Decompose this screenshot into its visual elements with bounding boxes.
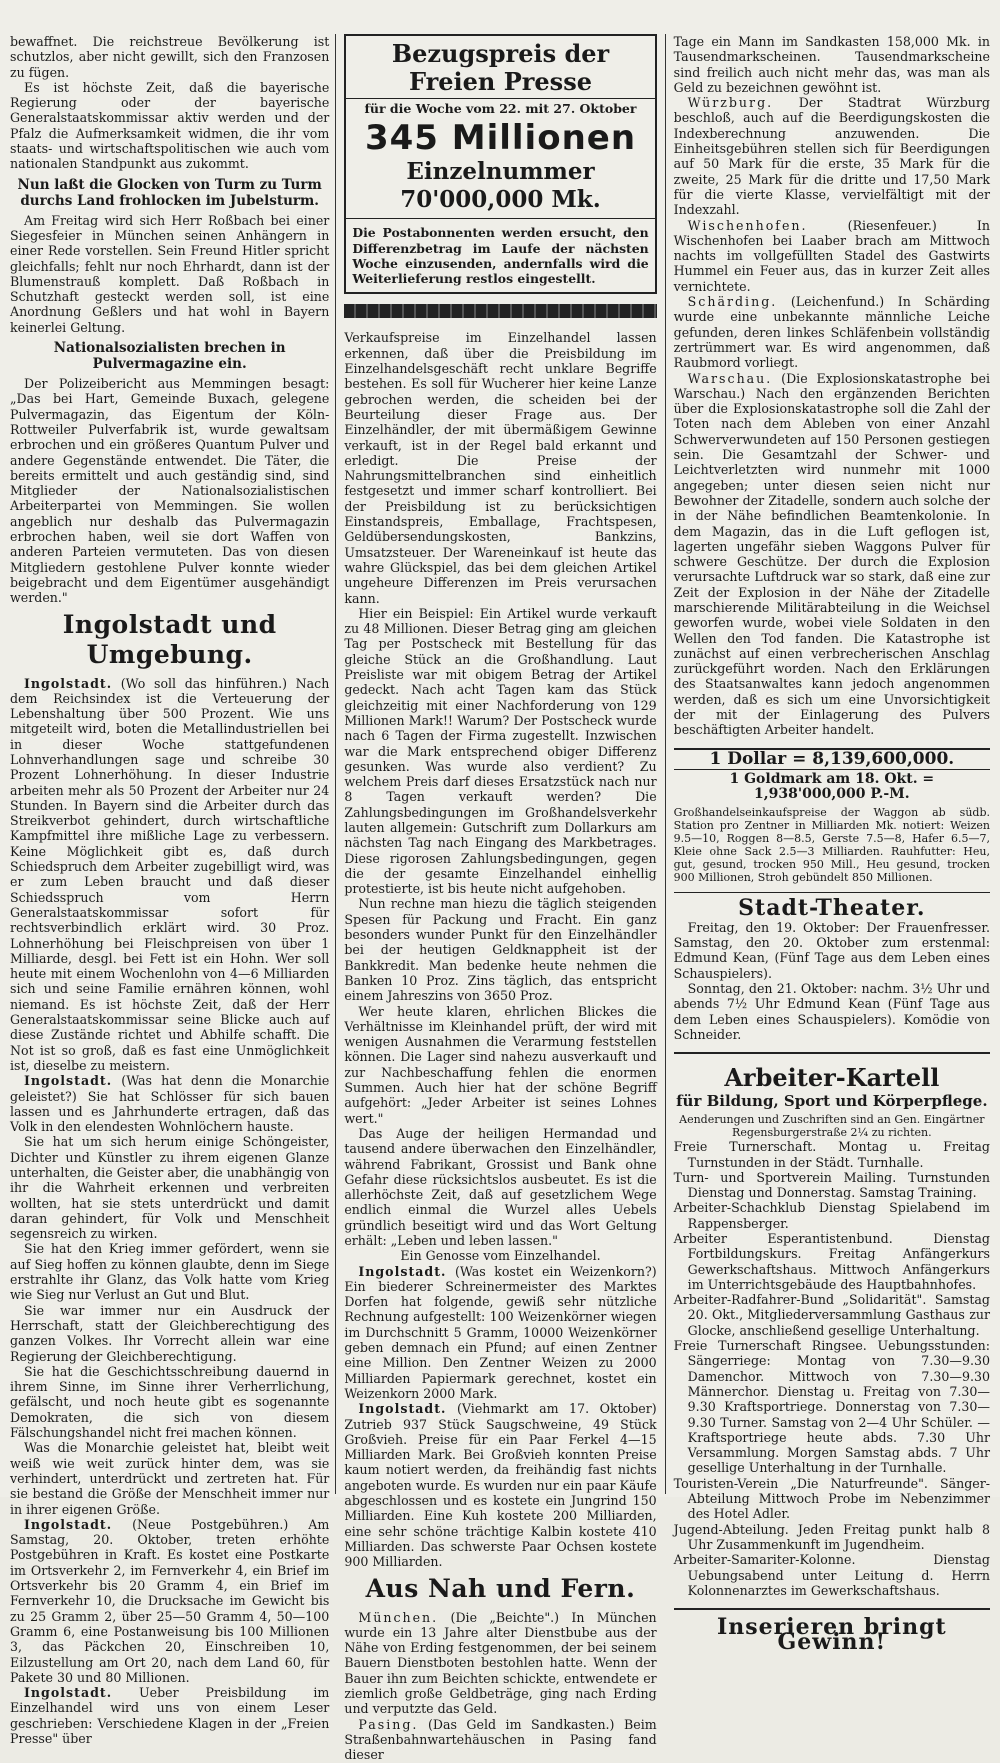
club-listing: Jugend-Abteilung. Jeden Freitag punkt halb 8 Uhr Zusammenkunft im Jugendheim.: [673, 1521, 990, 1552]
column-middle: [335, 34, 664, 1763]
section-title-ingolstadt: Ingolstadt und Umgebung.: [62, 609, 277, 669]
news-item: [674, 371, 990, 738]
news-text: (Die „Beichte".) In München wurde ein 13 Jahre alter Dienstbube aus der Nähe von Erding festgenommen, der bei seinem Bauern Dienstboten bestohlen hatte. Wenn der Bauer ihn zum Beichten schickte, entwendete er ziemlich große Geldbeträge, ging nach Erding und verputzte das Geld.: [344, 1609, 657, 1717]
theater-listing: Freitag, den 19. Oktober: Der Frauenfresser. Samstag, den 20. Oktober zum erstenmal: Edmund Kean, (Fünf Tage aus dem Leben eines Schauspielers).: [673, 919, 990, 981]
news-text: (Die Explosionskatastrophe bei Warschau.) Nach den ergänzenden Berichten über die Explosionskatastrophe soll die Zahl der Toten nach dem Ableben von einer Anzahl Schwerverwundeten auf 150 Personen gestiegen sein. Die Gesamtzahl der Schwer- und Leichtverletzten wird nunmehr mit 1000 angegeben; unter diesen seien nicht nur Bewohner der Zitadelle, sondern auch solche der in der Nähe befindlichen Beamtenkolonie. In dem Magazin, das in die Luft geflogen ist, lagerten ungefähr sieben Waggons Pulver für schwere Geschütze. Der durch die Explosion verursachte Luftdruck war so stark, daß eine zur Zeit der Explosion in der Nähe der Zitadelle marschierende Militärabteilung in die Weichsel geworfen wurde, wobei viele Soldaten in den Wellen den Tod fanden. Die Katastrophe ist zunächst auf einen verbrecherischen Anschlag zurückgeführt worden. Nach den Erklärungen des Staatsanwaltes kann jedoch angenommen werden, daß es sich um eine Unvorsichtigkeit der mit der Einlagerung des Pulvers beschäftigten Arbeiter handelt.: [673, 370, 990, 738]
divider-bar: [344, 304, 656, 318]
article-text: Sie hat den Krieg immer gefördert, wenn sie auf Sieg hoffen zu können glaubte, denn im Siege erstrahlte ihr Glanz, das Volk hatte vom Krieg wie Sieg nur Verlust an Gut und Blut.: [10, 1241, 330, 1303]
dateline: Ingolstadt.: [24, 1516, 113, 1532]
article-text: Verkaufspreise im Einzelhandel lassen erkennen, daß über die Preisbildung im Einzelhandelsgeschäft recht unklare Begriffe bestehen. Es soll für Wucherer hier keine Lanze gebrochen werden, die scheiden bei der Beurteilung dieser Frage aus. Der Einzelhändler, der mit übermäßigem Gewinne verkauft, ist in der Regel bald erkannt und erledigt. Die Preise der Nahrungsmittelbranchen sind einheitlich festgesetzt und immer scharf kontrolliert. Bei der Preisbildung ist zu berücksichtigen Einstandspreis, Emballage, Frachtspesen, Geldübersendungskosten, Bankzins, Umsatzsteuer. Der Wareneinkauf ist heute das wahre Glückspiel, das bei dem gleichen Artikel ungeheure Differenzen im Preis verursachen kann.: [344, 330, 657, 606]
kartell-note: Aenderungen und Zuschriften sind an Gen. Eingärtner Regensburgerstraße 2¼ zu richten.: [679, 1113, 985, 1140]
news-text: (Das Geld im Sandkasten.) Beim Straßenbahnwartehäuschen in Pasing fand dieser: [344, 1716, 657, 1763]
article-text: Sie hat um sich herum einige Schöngeister, Dichter und Künstler zu ihrem eigenen Glanze unterhalten, die Geister aber, die unabhängig von ihr die Wahrheit erkennen und verbreiten wollten, hat sie stets unterdrückt und damit daran gehindert, für Volk und Menschheit segensreich zu wirken.: [10, 1134, 330, 1242]
article-text: Hier ein Beispiel: Ein Artikel wurde verkauft zu 48 Millionen. Dieser Betrag ging am gleichen Tag per Postscheck mit Bestellung für das gleiche Stück an die Großhandlung. Laut Preisliste war mit obigem Betrag der Artikel gedeckt. Nach acht Tagen kam das Stück gleichzeitig mit einer Nachforderung von 129 Millionen Mark!! Warum? Der Postscheck wurde nach 6 Tagen der Firma zugestellt. Inzwischen war die Mark entsprechend obiger Differenz gesunken. Was wurde also verdient? Zu welchem Preis darf dieses Ersatzstück nach nur 8 Tagen verkauft werden? Die Zahlungsbedingungen im Großhandelsverkehr lauten allgemein: Gutschrift zum Dollarkurs am nächsten Tag nach Eingang des Markbetrages. Diese rigorosen Zahlungsbedingungen, gegen die der gesamte Einzelhandel einhellig protestierte, ist bis heute nicht aufgehoben.: [344, 605, 657, 897]
box-price: 345 Millionen: [364, 118, 637, 159]
column-left: [6, 34, 335, 1746]
news-text: (Viehmarkt am 17. Oktober) Zutrieb 937 Stück Saugschweine, 49 Stück Großvieh. Preise für ein Paar Ferkel 4—15 Milliarden Mark. Bei Großvieh konnten Preise kaum notiert werden, da freihändig fast nichts angeboten wurde. Es wurden nur ein paar Käufe abgeschlossen und es kostete ein Jungrind 150 Milliarden. Eine Kuh kostete 200 Milliarden, eine sehr schöne trächtige Kalbin kostete 410 Milliarden. Das schwerste Paar Ochsen kostete 900 Milliarden.: [344, 1401, 657, 1570]
club-listing: Arbeiter-Radfahrer-Bund „Solidarität". Samstag 20. Okt., Mitgliederversammlung Gasthaus zur Glocke, anschließend gesellige Unterhaltung.: [673, 1292, 990, 1338]
advertise-slogan: Inserieren bringt Gewinn!: [674, 1608, 990, 1651]
signature: Ein Genosse vom Einzelhandel.: [400, 1248, 601, 1264]
box-single-issue: Einzelnummer 70'000,000 Mk.: [400, 158, 601, 214]
dateline: Ingolstadt.: [24, 1685, 113, 1701]
article-text: Sie hat die Geschichtsschreibung dauernd in ihrem Sinne, im Sinne ihrer Verherrlichung, gefälscht, und noch heute gibt es sogenannte Demokraten, die sich von diesem Fälschungshandel nicht frei machen können.: [10, 1363, 330, 1441]
news-item: [344, 1717, 656, 1763]
club-listing: Arbeiter-Schachklub Dienstag Spielabend im Rappensberger.: [673, 1200, 990, 1231]
dateline: Pasing.: [358, 1716, 419, 1732]
club-listing: Freie Turnerschaft. Montag u. Freitag Turnstunden in der Städt. Turnhalle.: [673, 1139, 990, 1170]
dollar-rate: 1 Dollar = 8,139,600,000.: [674, 748, 990, 770]
news-item: [674, 218, 990, 294]
article-text: Tage ein Mann im Sandkasten 158,000 Mk. in Tausendmarkscheinen. Tausendmarkscheine sind freilich auch nicht mehr das, was man als Geld zu bezeichnen gewöhnt ist.: [673, 34, 990, 95]
article-text: Nun rechne man hiezu die täglich steigenden Spesen für Packung und Fracht. Ein ganz besonders wunder Punkt für den Einzelhändler bei der heutigen Geldknappheit ist der Bankkredit. Man bedenke heute nehmen die Banken 10 Proz. Zins täglich, das entspricht einem Jahreszins von 3650 Proz.: [344, 896, 657, 1004]
article-text: Wer heute klaren, ehrlichen Blickes die Verhältnisse im Kleinhandel prüft, der wird mit wenigen Ausnahmen die Verarmung feststellen können. Die Lager sind nahezu ausverkauft und zur Nachbeschaffung fehlen die enormen Summen. Auch hier hat der schöne Begriff aufgehört: „Jeder Arbeiter ist seines Lohnes wert.": [344, 1003, 657, 1126]
theater-title: Stadt-Theater.: [674, 892, 990, 916]
news-item: [10, 1685, 329, 1746]
dateline: Wischenhofen.: [687, 217, 808, 233]
news-text: (Wo soll das hinführen.) Nach dem Reichsindex ist die Verteuerung der Lebenshaltung über 500 Prozent. Wie uns mitgeteilt wird, boten die Metallindustriellen bei in dieser Woche stattgefundenen Lohnverhandlungen sage und schreibe 30 Prozent Lohnerhöhung. In dieser Industrie arbeiten mehr als 50 Prozent der Arbeiter nur 24 Stunden. In Bayern sind die Arbeiter durch das Streikverbot gehindert, durch wirtschaftliche Kampfmittel ihre mißliche Lage zu verbessern. Keine Möglichkeit gibt es, daß durch Schiedspruch dem Arbeiter zugebilligt wird, was er zum Leben braucht und daß dieser Schiedsspruch vom Herrn Generalstaatskommissar sofort für rechtsverbindlich erklärt wird. 30 Proz. Lohnerhöhung bei Fleischpreisen von über 1 Milliarde, desgl. bei Fett ist ein Hohn. Wer soll heute mit einem Wochenlohn von 4—6 Milliarden sich und seine Familie ernähren können, wohl niemand. Es ist höchste Zeit, daß der Herr Generalstaatskommissar seine Blicke auch auf diese Zustände richtet und Abhilfe schafft. Die Not ist so groß, daß es fast eine Unmöglichkeit ist, dieselbe zu meistern.: [10, 675, 330, 1073]
news-item: [344, 1401, 656, 1569]
news-text: (Leichenfund.) In Schärding wurde eine unbekannte männliche Leiche gefunden, deren linkes Schläfenbein vollständig zertrümmert war. Es wird angenommen, daß Raubmord vorliegt.: [673, 294, 990, 371]
news-text: (Was hat denn die Monarchie geleistet?) Sie hat Schlösser für sich bauen lassen und es Jahrhunderte ertragen, daß das Volk in den elendesten Wohnlöchern hauste.: [10, 1073, 330, 1135]
article-text: bewaffnet. Die reichstreue Bevölkerung ist schutzlos, aber nicht gewillt, sich den Franzosen zu fügen.: [10, 34, 330, 80]
club-listing: Touristen-Verein „Die Naturfreunde". Sänger-Abteilung Mittwoch Probe im Nebenzimmer des Hotel Adler.: [673, 1475, 990, 1522]
arbeiter-kartell: [674, 1052, 990, 1598]
news-item: [344, 1610, 656, 1717]
news-text: (Was kostet ein Weizenkorn?) Ein biederer Schreinermeister des Marktes Dorfen hat folgende, gewiß sehr nützliche Rechnung aufgestellt: 100 Weizenkörner wiegen im Durchschnitt 5 Gramm, 10000 Weizenkörner geben demnach ein Pfund; auf einen Zentner eine Million. Den Zentner Weizen zu 2000 Milliarden Papiermark gerechnet, kostet ein Weizenkorn 2000 Mark.: [344, 1263, 657, 1401]
news-text: (Riesenfeuer.) In Wischenhofen bei Laaber brach am Mittwoch nachts im vollgefüllten Stadel des Gastwirts Hummel ein Feuer aus, das in kurzer Zeit alles vernichtete.: [673, 217, 990, 294]
box-title: Bezugspreis der Freien Presse: [346, 36, 654, 99]
column-right: [665, 34, 994, 1656]
club-listing: Arbeiter Esperantistenbund. Dienstag Fortbildungskurs. Freitag Anfängerkurs Gewerkschaftshaus. Mittwoch Anfängerkurs im Unterrichtsgebäude des Hauptbahnhofes.: [673, 1231, 990, 1292]
kartell-subtitle: für Bildung, Sport und Körperpflege.: [676, 1092, 988, 1111]
article-text: Sie war immer nur ein Ausdruck der Herrschaft, statt der Gleichberechtigung des ganzen Volkes. Ihr Vorrecht allein war eine Regierung der Gleichberechtigung.: [10, 1302, 330, 1364]
news-item: [344, 1264, 656, 1402]
goldmark-rate: 1 Goldmark am 18. Okt. = 1,938'000,000 P.-M.: [729, 770, 935, 803]
club-listing: Turn- und Sportverein Mailing. Turnstunden Dienstag und Donnerstag. Samstag Training.: [673, 1169, 990, 1201]
headline-pulver: Nationalsozialisten brechen in Pulvermagazine ein.: [53, 340, 286, 373]
news-item: [10, 1517, 329, 1685]
dateline: Ingolstadt.: [24, 1073, 113, 1089]
market-prices: Großhandelseinkaufspreise der Waggon ab südb. Station pro Zentner in Milliarden Mk. notiert: Weizen 9.5—10, Roggen 8—8.5, Gerste 7.5—8, Hafer 6.5—7, Kleie ohne Sack 2.5—3 Milliarden. Rauhfutter: Heu, gut, gesund, trocken 950 Mill., Heu gesund, trocken 900 Millionen, Stroh gebündelt 850 Millionen.: [673, 805, 990, 884]
dateline: Ingolstadt.: [24, 675, 113, 691]
columns: [6, 34, 994, 1763]
headline-glocken: Nun laßt die Glocken von Turm zu Turm durchs Land frohlocken im Jubelsturm.: [17, 176, 322, 209]
news-item: [10, 676, 329, 1074]
news-item: [674, 95, 990, 217]
dateline: Warschau.: [687, 370, 773, 386]
news-text: Der Stadtrat Würzburg beschloß, auch auf die Beerdigungskosten die Indexberechnung anzuwenden. Die Einheitsgebühren stellen sich für Beerdigungen auf 50 Mark für die erste, 35 Mark für die zweite, 25 Mark für die dritte und 17,50 Mark für die vierte Klasse, vervielfältigt mit der Indexzahl.: [673, 95, 990, 218]
news-text: Ueber Preisbildung im Einzelhandel wird uns von einem Leser geschrieben: Verschiedene Klagen in der „Freien Presse" über: [10, 1685, 330, 1746]
subscription-price-box: [344, 34, 656, 294]
news-text: (Neue Postgebühren.) Am Samstag, 20. Oktober, treten erhöhte Postgebühren in Kraft. Es kostet eine Postkarte im Ortsverkehr 2, im Fernverkehr 4, ein Brief im Ortsverkehr bis 20 Gramm 4, ein Brief im Fernverkehr 10, die Drucksache im Gewicht bis zu 25 Gramm 2, über 25—50 Gramm 4, 50—100 Gramm 6, eine Postanweisung bis 100 Millionen 3, das Päckchen 20, Einschreiben 10, Eilzustellung am Ort 20, nach dem Land 60, für Pakete 30 und 80 Millionen.: [10, 1516, 330, 1685]
box-note: Die Postabonnenten werden ersucht, den Differenzbetrag im Laufe der nächsten Woche einzusenden, andernfalls wird die Weiterlieferung restlos eingestellt.: [346, 218, 654, 292]
news-item: [674, 294, 990, 370]
club-listing: Arbeiter-Samariter-Kolonne. Dienstag Uebungsabend unter Leitung d. Herrn Kolonnenarztes im Gewerkschaftshaus.: [673, 1552, 990, 1598]
club-listing: Freie Turnerschaft Ringsee. Uebungsstunden: Sängerriege: Montag von 7.30—9.30 Damenchor. Mittwoch von 7.30—9.30 Männerchor. Dienstag u. Freitag von 7.30—9.30 Kraftsportriege. Donnerstag von 7.30—9.30 Turner. Samstag von 2—4 Uhr Schüler. — Kraftsportriege heute abds. 7.30 Uhr Versammlung. Morgen Samstag abds. 7 Uhr gesellige Unterhaltung in der Turnhalle.: [673, 1338, 990, 1476]
article-text: Was die Monarchie geleistet hat, bleibt weit weiß wie weit zurück hinter dem, was sie verhindert, unterdrückt und zertreten hat. Für sie bestand die Größe der Menschheit immer nur in ihrer eigenen Größe.: [10, 1440, 330, 1517]
article-text: Das Auge der heiligen Hermandad und tausend andere überwachen den Einzelhändler, während Fabrikant, Grossist und Bank ohne Gefahr diese rücksichtslos ausbeutet. Es ist die allerhöchste Zeit, daß auf gesetzlichem Wege endlich einmal die Wurzel alles Uebels gründlich beseitigt wird und das Wort Geltung erhält: „Leben und leben lassen.": [344, 1125, 657, 1248]
dateline: Würzburg.: [687, 95, 774, 111]
article-text: Am Freitag wird sich Herr Roßbach bei einer Siegesfeier in München seinen Anhängern in einer Rede vorstellen. Sein Freund Hitler spricht gleichfalls; fehlt nur noch Ehrhardt, dann ist der Blumenstrauß komplett. Daß Roßbach in Schutzhaft gesteckt werden soll, ist eine Anordnung Geßlers und hat wohl in Bayern keinerlei Geltung.: [10, 212, 330, 335]
dateline: Schärding.: [687, 294, 778, 310]
dateline: Ingolstadt.: [358, 1263, 447, 1279]
dateline: München.: [358, 1609, 439, 1625]
box-week: für die Woche vom 22. mit 27. Oktober: [364, 101, 637, 116]
article-text: Es ist höchste Zeit, daß die bayerische Regierung oder der bayerische Generalstaatskommissar aktiv werden und der Pfalz die Aufmerksamkeit widmen, die ihr vom staats- und wirtschaftspolitischen wie auch vom nationalen Standpunkt aus zukommt.: [10, 79, 330, 172]
news-item: [10, 1073, 329, 1134]
article-text: Der Polizeibericht aus Memmingen besagt: „Das bei Hart, Gemeinde Buxach, gelegene Pulvermagazin, das Eigentum der Köln-Rottweiler Pulverfabrik ist, wurde gewaltsam erbrochen und ein größeres Quantum Pulver und andere Gegenstände entwendet. Die Täter, die bereits ermittelt und auch geständig sind, sind Mitglieder der Nationalsozialistischen Arbeiterpartei von Memmingen. Sie wollen angeblich nur deshalb das Pulvermagazin erbrochen haben, weil sie dort Waffen von anderen Parteien vermuteten. Das von diesen Mitgliedern gestohlene Pulver konnte wieder beigebracht und dem Eigentümer ausgehändigt werden.": [10, 376, 330, 606]
kartell-title: Arbeiter-Kartell: [724, 1063, 940, 1093]
dateline: Ingolstadt.: [358, 1401, 447, 1417]
section-title-nah-fern: Aus Nah und Fern.: [365, 1573, 636, 1603]
theater-listing: Sonntag, den 21. Oktober: nachm. 3½ Uhr und abends 7½ Uhr Edmund Kean (Fünf Tage aus dem Leben eines Schauspielers). Komödie von Schneider.: [673, 981, 990, 1042]
